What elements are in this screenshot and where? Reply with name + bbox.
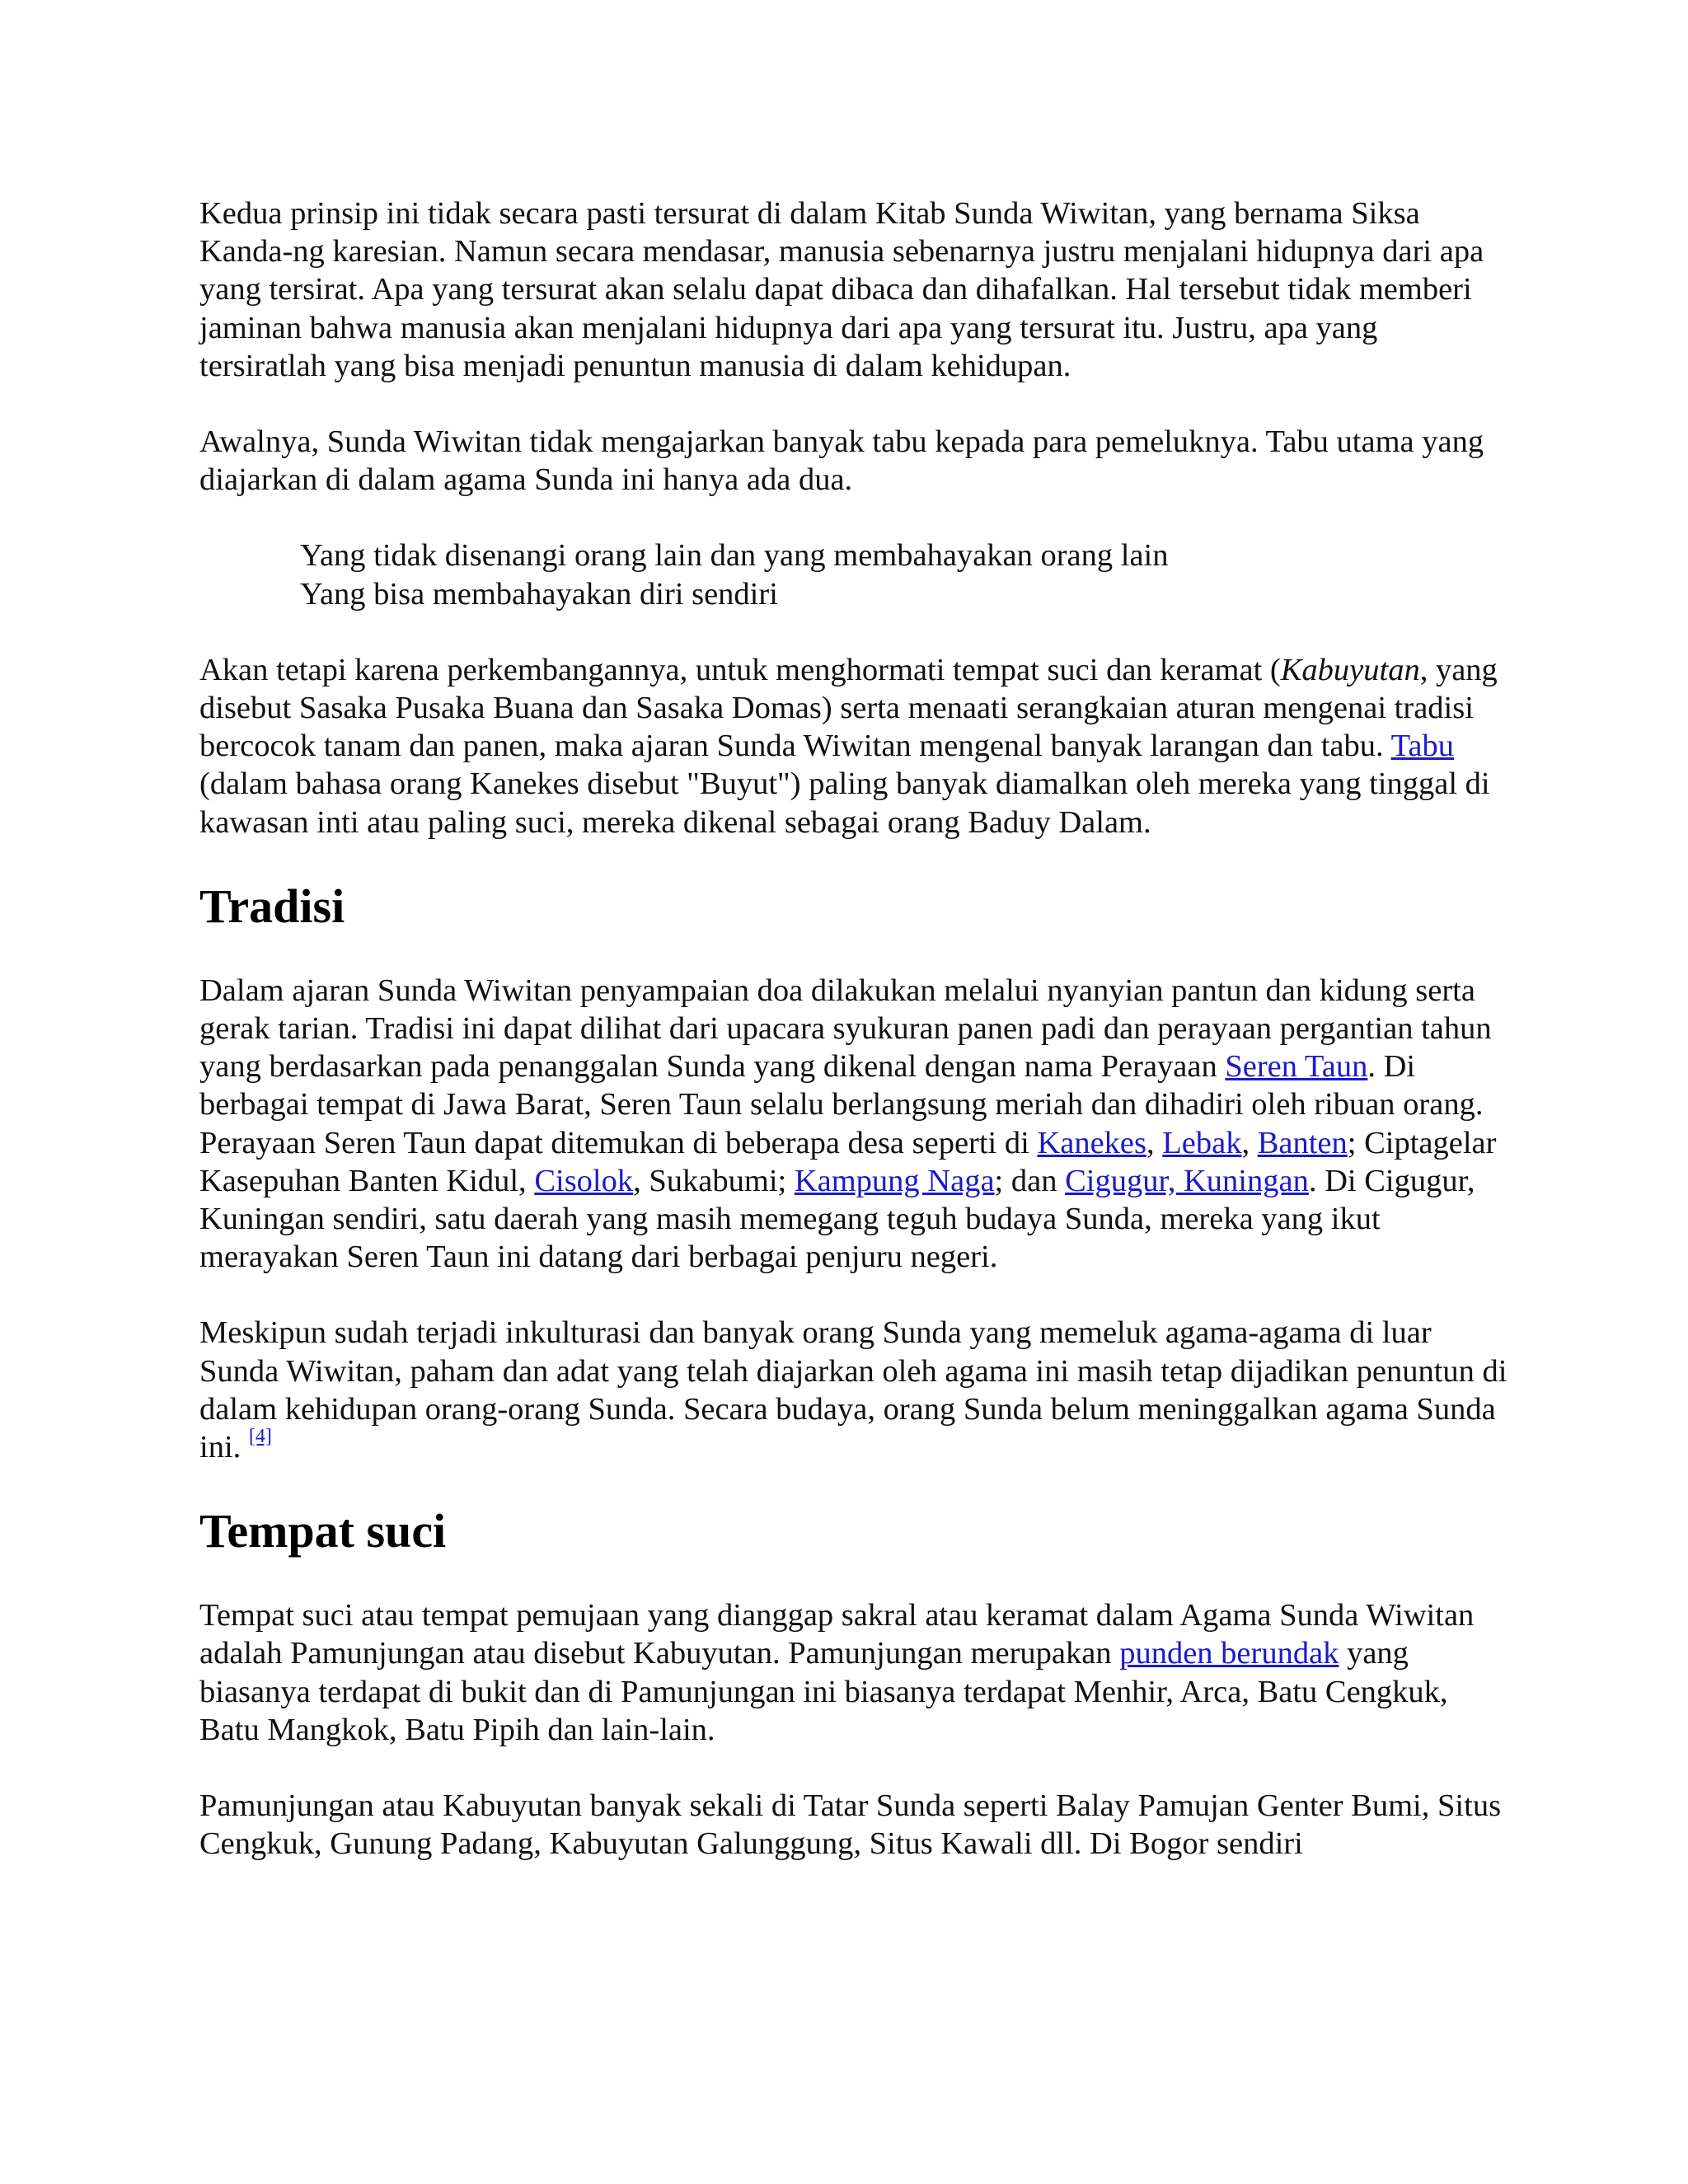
term-kabuyutan: Kabuyutan	[1280, 652, 1420, 687]
text: ,	[1146, 1125, 1163, 1160]
taboo-item-1: Yang tidak disenangi orang lain dan yang membahayakan orang lain	[300, 538, 1169, 574]
paragraph-prinsip: Kedua prinsip ini tidak secara pasti tersurat di dalam Kitab Sunda Wiwitan, yang bernama Siksa Kanda-ng karesian. Namun secara mendasar, manusia sebenarnya justru menjalani hidupnya dari apa yang tersirat. Apa yang tersurat akan selalu dapat dibaca dan dihafalkan. Hal tersebut tidak memberi jaminan bahwa manusia akan menjalani hidupnya dari apa yang tersurat itu. Justru, apa yang tersiratlah yang bisa menjadi penuntun manusia di dalam kehidupan.	[199, 196, 1484, 383]
document-page	[199, 194, 1510, 1863]
link-tabu[interactable]: Tabu	[1390, 729, 1454, 764]
text: ,	[1241, 1125, 1258, 1160]
text: Meskipun sudah terjadi inkulturasi dan banyak orang Sunda yang memeluk agama-agama di luar Sunda Wiwitan, paham dan adat yang telah diajarkan oleh agama ini masih tetap dijadikan penuntun di dalam kehidupan orang-orang Sunda. Secara budaya, orang Sunda belum meninggalkan agama Sunda ini.	[199, 1315, 1507, 1465]
paragraph-larangan	[199, 651, 1510, 841]
text: Tempat suci atau tempat pemujaan yang dianggap sakral atau keramat dalam Agama Sunda Wiwitan adalah Pamunjungan atau disebut Kabuyutan. Pamunjungan merupakan	[199, 1598, 1475, 1671]
link-lebak[interactable]: Lebak	[1162, 1125, 1242, 1160]
heading-tempat-suci: Tempat suci	[199, 1504, 447, 1558]
taboo-item-2: Yang bisa membahayakan diri sendiri	[300, 576, 778, 612]
paragraph-awalnya: Awalnya, Sunda Wiwitan tidak mengajarkan banyak tabu kepada para pemeluknya. Tabu utama yang diajarkan di dalam agama Sunda ini hanya ada dua.	[199, 424, 1484, 498]
text: yang biasanya terdapat di bukit dan di Pamunjungan ini biasanya terdapat Menhir, Arca, Batu Cengkuk, Batu Mangkok, Batu Pipih dan lain-lain.	[199, 1636, 1448, 1747]
link-cigugur-kuningan[interactable]: Cigugur, Kuningan	[1065, 1163, 1309, 1198]
text: . Di berbagai tempat di Jawa Barat, Seren Taun selalu berlangsung meriah dan dihadiri oleh ribuan orang. Perayaan Seren Taun dapat ditemukan di beberapa desa seperti di	[199, 1049, 1484, 1160]
text: , yang disebut Sasaka Pusaka Buana dan Sasaka Domas) serta menaati serangkaian aturan mengenai tradisi bercocok tanam dan panen, maka ajaran Sunda Wiwitan mengenal banyak larangan dan tabu.	[199, 652, 1498, 764]
text: Dalam ajaran Sunda Wiwitan penyampaian doa dilakukan melalui nyanyian pantun dan kidung serta gerak tarian. Tradisi ini dapat dilihat dari upacara syukuran panen padi dan perayaan pergantian tahun yang berdasarkan pada penanggalan Sunda yang dikenal dengan nama Perayaan	[199, 972, 1492, 1085]
text: . Di Cigugur, Kuningan sendiri, satu daerah yang masih memegang teguh budaya Sunda, mereka yang ikut merayakan Seren Taun ini datang dari berbagai penjuru negeri.	[199, 1163, 1475, 1275]
link-cisolok[interactable]: Cisolok	[534, 1163, 634, 1198]
text: ; dan	[994, 1163, 1066, 1198]
paragraph-tradisi	[199, 972, 1510, 1277]
text: (dalam bahasa orang Kanekes disebut "Buyut") paling banyak diamalkan oleh mereka yang tinggal di kawasan inti atau paling suci, mereka dikenal sebagai orang Baduy Dalam.	[199, 766, 1490, 840]
link-kanekes[interactable]: Kanekes	[1037, 1125, 1147, 1160]
text: Akan tetapi karena perkembangannya, untuk menghormati tempat suci dan keramat (	[199, 652, 1281, 687]
paragraph-inkulturasi	[199, 1314, 1510, 1466]
paragraph-tempat-suci	[199, 1596, 1510, 1749]
paragraph-pamunjungan: Pamunjungan atau Kabuyutan banyak sekali di Tatar Sunda seperti Balay Pamujan Genter Bumi, Situs Cengkuk, Gunung Padang, Kabuyutan Galunggung, Situs Kawali dll. Di Bogor sendiri	[199, 1788, 1502, 1862]
link-punden-berundak[interactable]: punden berundak	[1119, 1636, 1339, 1671]
heading-tradisi: Tradisi	[199, 879, 345, 933]
link-seren-taun[interactable]: Seren Taun	[1225, 1049, 1368, 1085]
link-reference-4[interactable]: [4]	[248, 1426, 272, 1448]
link-kampung-naga[interactable]: Kampung Naga	[794, 1163, 995, 1198]
link-banten[interactable]: Banten	[1257, 1125, 1348, 1160]
text: , Sukabumi;	[633, 1163, 795, 1198]
reference-superscript	[249, 1426, 272, 1447]
taboo-list	[199, 537, 1510, 612]
text: ; Ciptagelar Kasepuhan Banten Kidul,	[199, 1125, 1497, 1198]
